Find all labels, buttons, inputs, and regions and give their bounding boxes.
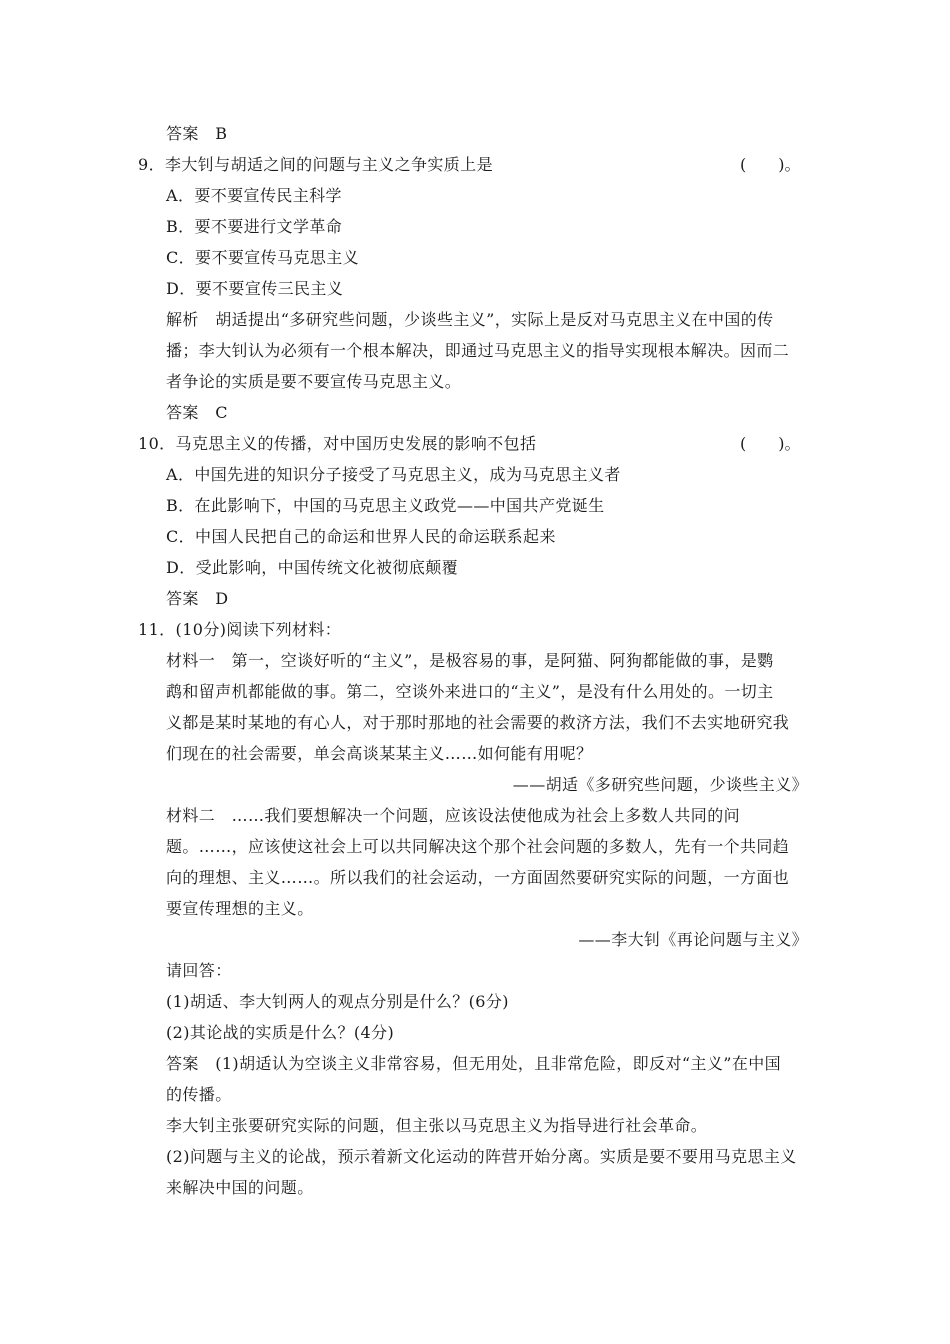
- q10-answer: 答案 D: [166, 589, 229, 608]
- q10-option-b: B．在此影响下，中国的马克思主义政党——中国共产党诞生: [166, 496, 605, 515]
- q9-analysis-line-1: 解析 胡适提出“多研究些问题，少谈些主义”，实际上是反对马克思主义在中国的传: [166, 310, 774, 329]
- q11-sub-question-2: (2)其论战的实质是什么？(4分): [166, 1023, 395, 1042]
- q11-answer-line-2: 的传播。: [166, 1085, 232, 1104]
- q9-answer-blank: ( )。: [740, 155, 801, 174]
- q10-option-a: A．中国先进的知识分子接受了马克思主义，成为马克思主义者: [166, 465, 621, 484]
- q11-prompt: 请回答：: [166, 961, 232, 980]
- q10-option-d: D．受此影响，中国传统文化被彻底颠覆: [166, 558, 459, 577]
- q11-stem: 11．(10分)阅读下列材料：: [138, 620, 342, 639]
- q9-option-a: A．要不要宣传民主科学: [166, 186, 342, 205]
- q11-material1-line-1: 材料一 第一，空谈好听的“主义”，是极容易的事，是阿猫、阿狗都能做的事，是鹦: [166, 651, 774, 670]
- q11-material2-line-2: 题。……，应该使这社会上可以共同解决这个那个社会问题的多数人，先有一个共同趋: [166, 837, 790, 856]
- q9-stem: 9．李大钊与胡适之间的问题与主义之争实质上是: [138, 155, 493, 174]
- q11-sub-question-1: (1)胡适、李大钊两人的观点分别是什么？(6分): [166, 992, 509, 1011]
- q9-option-c: C．要不要宣传马克思主义: [166, 248, 360, 267]
- q11-material1-line-3: 义都是某时某地的有心人，对于那时那地的社会需要的救济方法，我们不去实地研究我: [166, 713, 790, 732]
- q10-answer-blank: ( )。: [740, 434, 801, 453]
- q11-material1-line-2: 鹉和留声机都能做的事。第二，空谈外来进口的“主义”，是没有什么用处的。一切主: [166, 682, 774, 701]
- q11-answer-line-1: 答案 (1)胡适认为空谈主义非常容易，但无用处，且非常危险，即反对“主义”在中国: [166, 1054, 782, 1073]
- q9-option-d: D．要不要宣传三民主义: [166, 279, 344, 298]
- q11-source2: ——李大钊《再论问题与主义》: [578, 930, 808, 949]
- q10-stem: 10．马克思主义的传播，对中国历史发展的影响不包括: [138, 434, 537, 453]
- q10-option-c: C．中国人民把自己的命运和世界人民的命运联系起来: [166, 527, 556, 546]
- q11-material2-line-3: 向的理想、主义……。所以我们的社会运动，一方面固然要研究实际的问题，一方面也: [166, 868, 790, 887]
- q11-material2-line-1: 材料二 ……我们要想解决一个问题，应该设法使他成为社会上多数人共同的问: [166, 806, 741, 825]
- q11-material1-line-4: 们现在的社会需要，单会高谈某某主义……如何能有用呢？: [166, 744, 593, 763]
- q11-answer-line-5: 来解决中国的问题。: [166, 1178, 314, 1197]
- q11-answer-line-3: 李大钊主张要研究实际的问题，但主张以马克思主义为指导进行社会革命。: [166, 1116, 708, 1135]
- q8-answer: 答案 B: [166, 124, 228, 143]
- q11-material2-line-4: 要宣传理想的主义。: [166, 899, 314, 918]
- q11-source1: ——胡适《多研究些问题，少谈些主义》: [512, 775, 808, 794]
- q9-option-b: B．要不要进行文学革命: [166, 217, 343, 236]
- q9-answer: 答案 C: [166, 403, 228, 422]
- q9-analysis-line-3: 者争论的实质是要不要宣传马克思主义。: [166, 372, 462, 391]
- q9-analysis-line-2: 播；李大钊认为必须有一个根本解决，即通过马克思主义的指导实现根本解决。因而二: [166, 341, 790, 360]
- q11-answer-line-4: (2)问题与主义的论战，预示着新文化运动的阵营开始分离。实质是要不要用马克思主义: [166, 1147, 797, 1166]
